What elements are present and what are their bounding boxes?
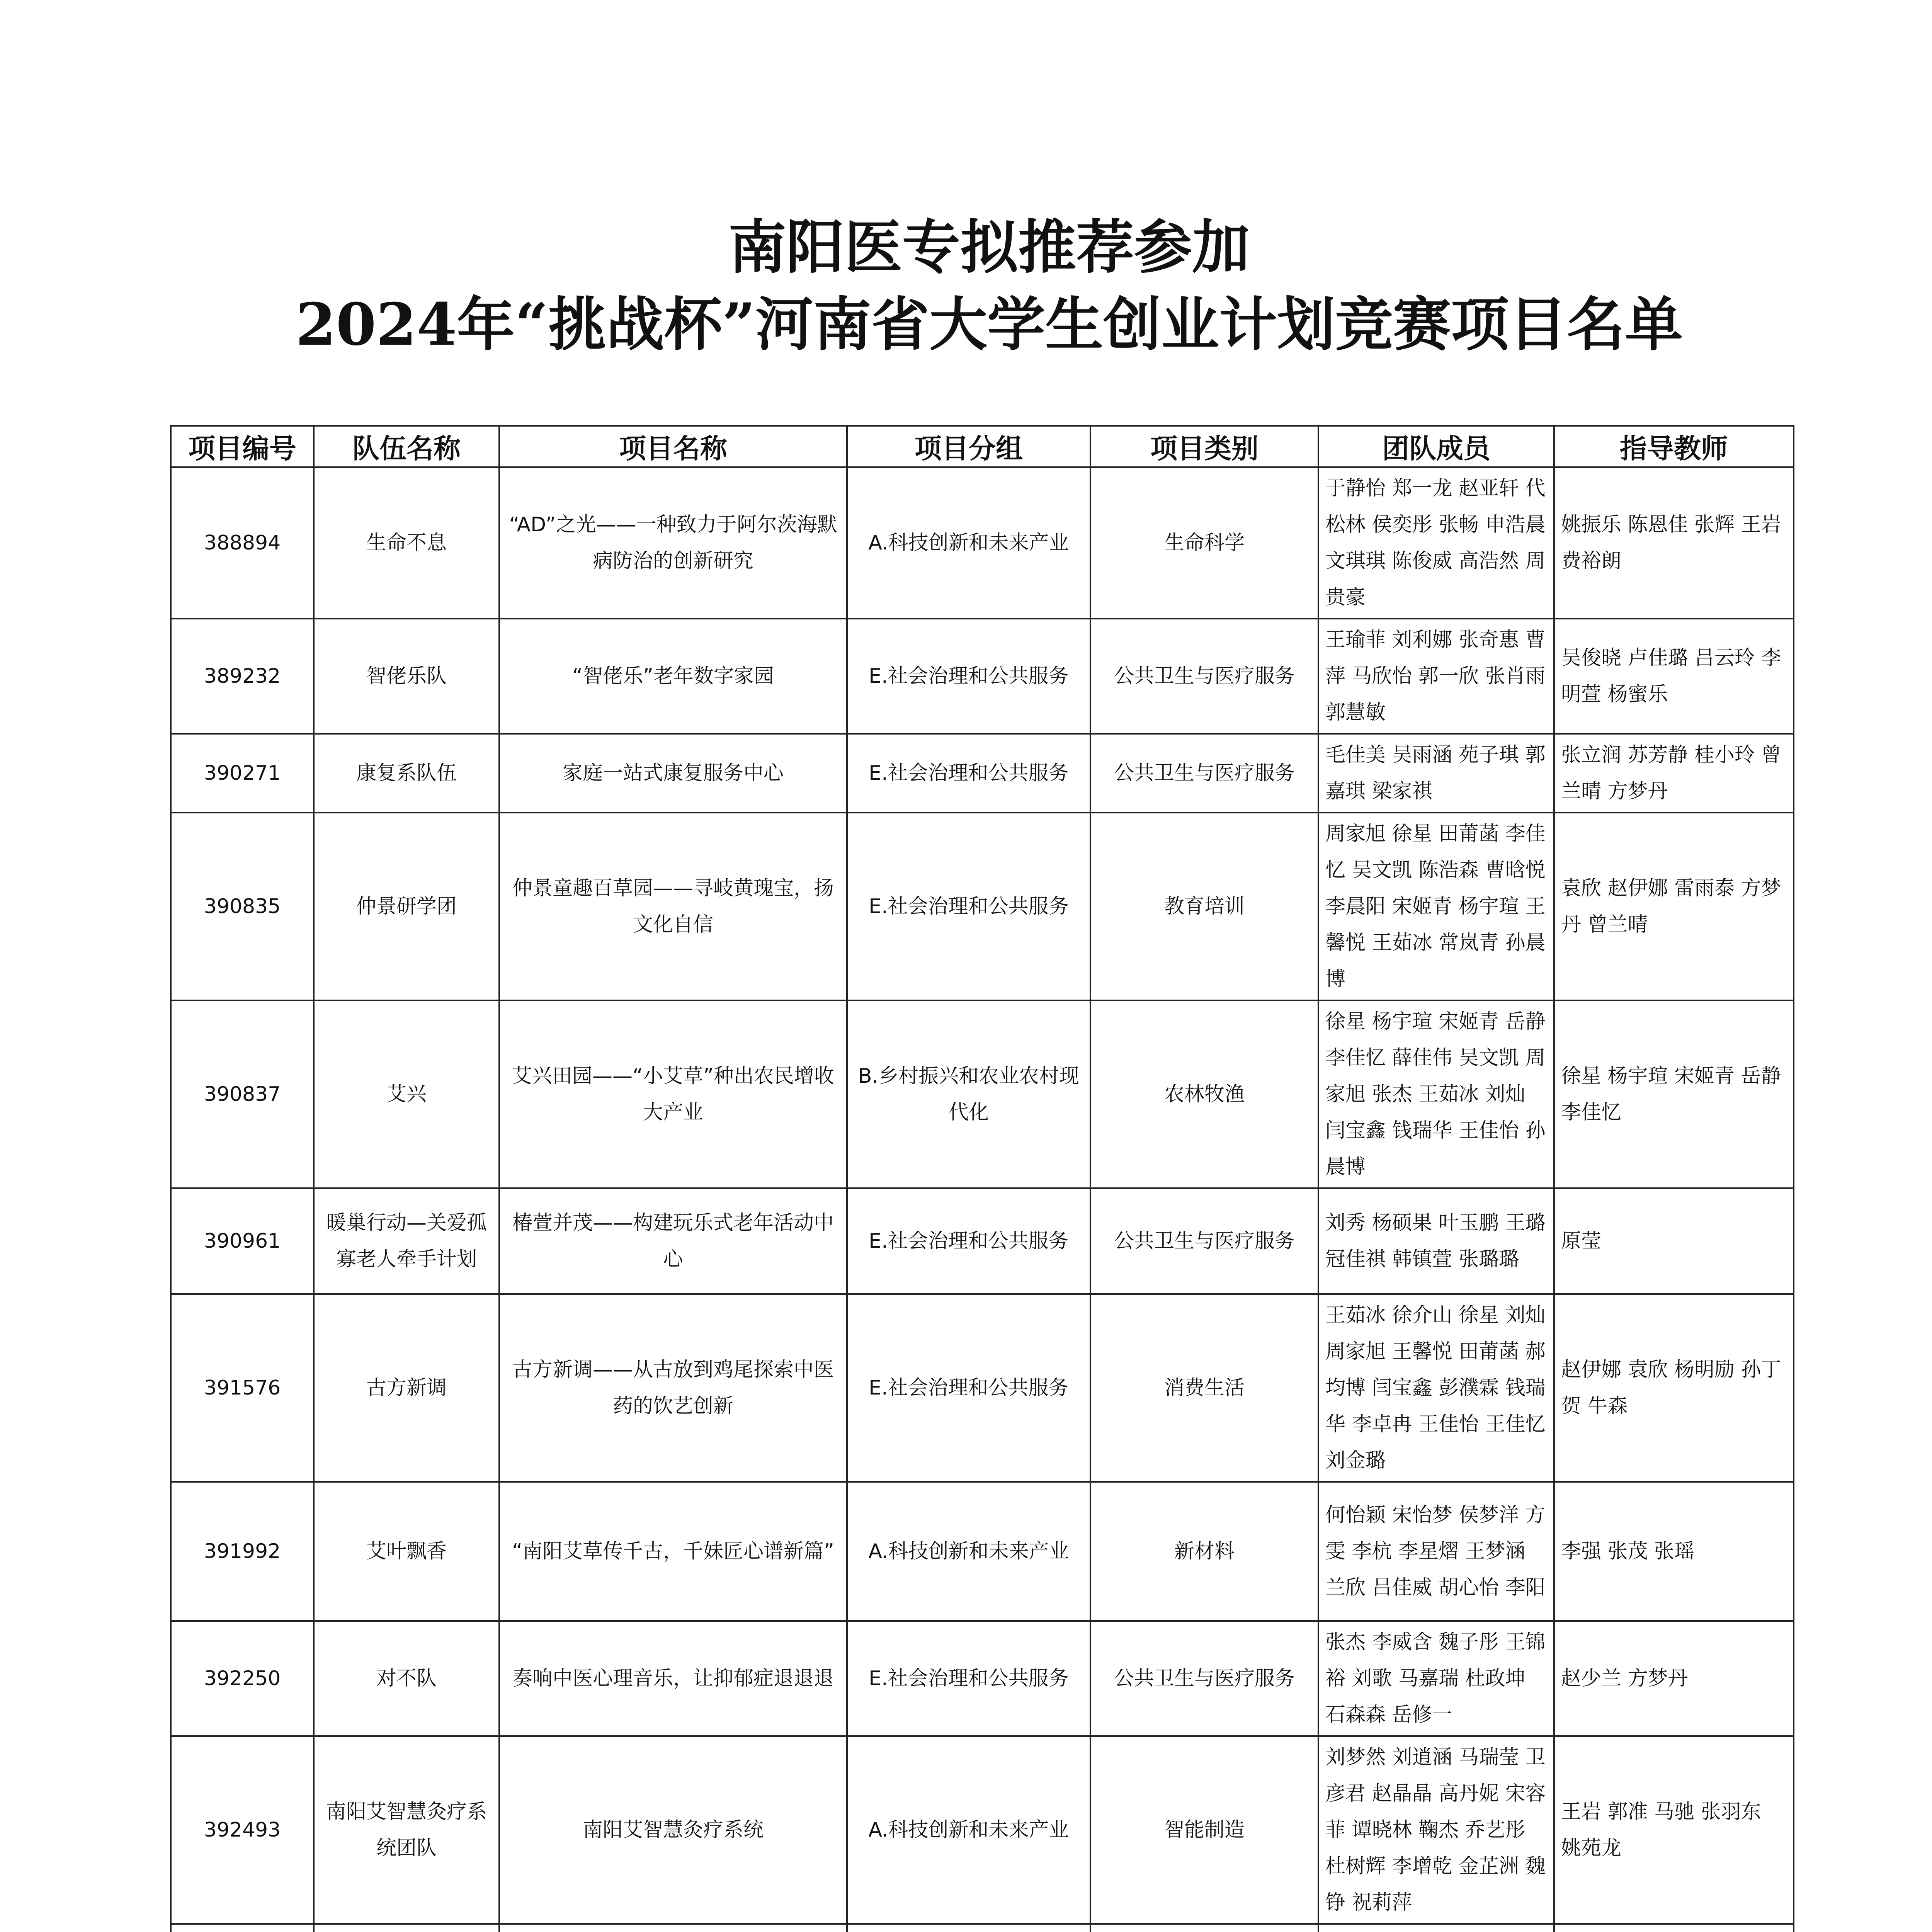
cell-project-group: A.科技创新和未来产业	[847, 467, 1090, 619]
cell-project-name: “南阳艾草传千古，千妹匠心谱新篇”	[499, 1482, 847, 1621]
cell-advisors: 赵少兰 方梦丹	[1554, 1621, 1794, 1736]
table-header-row	[171, 426, 1794, 467]
column-header-group: 项目分组	[847, 426, 1090, 467]
cell-project-group: B.乡村振兴和农业农村现代化	[847, 1000, 1090, 1188]
cell-project-id: 391992	[171, 1482, 314, 1621]
table-row	[171, 467, 1794, 619]
table-row	[171, 734, 1794, 813]
column-header-project: 项目名称	[499, 426, 847, 467]
cell-advisors: 袁欣 赵伊娜 雷雨泰 方梦丹 曾兰晴	[1554, 813, 1794, 1000]
cell-team-name: 古方新调	[314, 1294, 499, 1482]
cell-project-id: 388894	[171, 467, 314, 619]
cell-advisors: 王岩 郭准 马驰 张羽东 姚苑龙	[1554, 1736, 1794, 1924]
cell-team-members: 于静怡 郑一龙 赵亚轩 代松林 侯奕彤 张畅 申浩晨 文琪琪 陈俊威 高浩然 周贵豪	[1318, 467, 1554, 619]
table-row	[171, 619, 1794, 734]
cell-project-name: 仲景童趣百草园——寻岐黄瑰宝，扬文化自信	[499, 813, 847, 1000]
cell-project-id	[171, 1924, 314, 1932]
cell-advisors: 原莹	[1554, 1188, 1794, 1294]
cell-team-members	[1318, 1924, 1554, 1932]
cell-project-group	[847, 1924, 1090, 1932]
cell-team-members: 周家旭 徐星 田莆菡 李佳忆 吴文凯 陈浩森 曹晗悦 李晨阳 宋姬青 杨宇瑄 王馨悦 王茹冰 常岚青 孙晨博	[1318, 813, 1554, 1000]
cell-project-id: 392250	[171, 1621, 314, 1736]
table-row	[171, 1482, 1794, 1621]
page-title	[0, 209, 1932, 363]
cell-team-members: 刘梦然 刘逍涵 马瑞莹 卫彦君 赵晶晶 高丹妮 宋容菲 谭晓林 鞠杰 乔艺彤 杜树辉 李增乾 金芷洲 魏铮 祝莉萍	[1318, 1736, 1554, 1924]
cell-project-name: 奏响中医心理音乐，让抑郁症退退退	[499, 1621, 847, 1736]
cell-team-name: 智佬乐队	[314, 619, 499, 734]
cell-project-id: 389232	[171, 619, 314, 734]
cell-advisors: 赵伊娜 袁欣 杨明励 孙丁贺 牛森	[1554, 1294, 1794, 1482]
cell-project-category: 新材料	[1090, 1482, 1318, 1621]
cell-project-category: 农林牧渔	[1090, 1000, 1318, 1188]
column-header-category: 项目类别	[1090, 426, 1318, 467]
cell-project-category	[1090, 1924, 1318, 1932]
cell-project-category: 公共卫生与医疗服务	[1090, 619, 1318, 734]
cell-project-id: 391576	[171, 1294, 314, 1482]
cell-advisors	[1554, 1924, 1794, 1932]
cell-project-id: 390837	[171, 1000, 314, 1188]
column-header-team: 队伍名称	[314, 426, 499, 467]
cell-project-id: 390271	[171, 734, 314, 813]
column-header-id: 项目编号	[171, 426, 314, 467]
cell-project-id: 392493	[171, 1736, 314, 1924]
cell-project-category: 智能制造	[1090, 1736, 1318, 1924]
cell-project-name: 椿萱并茂——构建玩乐式老年活动中心	[499, 1188, 847, 1294]
table-row	[171, 1924, 1794, 1932]
cell-project-id: 390961	[171, 1188, 314, 1294]
cell-project-group: E.社会治理和公共服务	[847, 813, 1090, 1000]
table-body	[171, 467, 1794, 1932]
cell-advisors: 吴俊晓 卢佳璐 吕云玲 李明萱 杨蜜乐	[1554, 619, 1794, 734]
cell-team-name	[314, 1924, 499, 1932]
column-header-advisors: 指导教师	[1554, 426, 1794, 467]
cell-project-group: E.社会治理和公共服务	[847, 619, 1090, 734]
cell-project-group: E.社会治理和公共服务	[847, 1621, 1090, 1736]
cell-project-id: 390835	[171, 813, 314, 1000]
cell-team-name: 艾兴	[314, 1000, 499, 1188]
cell-team-name: 仲景研学团	[314, 813, 499, 1000]
cell-team-members: 毛佳美 吴雨涵 苑子琪 郭嘉琪 梁家祺	[1318, 734, 1554, 813]
cell-team-name: 暖巢行动—关爱孤寡老人牵手计划	[314, 1188, 499, 1294]
cell-team-members: 王茹冰 徐介山 徐星 刘灿 周家旭 王馨悦 田莆菡 郝均博 闫宝鑫 彭濮霖 钱瑞华 李卓冉 王佳怡 王佳忆 刘金璐	[1318, 1294, 1554, 1482]
table-row	[171, 1294, 1794, 1482]
cell-team-members: 何怡颖 宋怡梦 侯梦洋 方雯 李杭 李星熠 王梦涵 兰欣 吕佳威 胡心怡 李阳	[1318, 1482, 1554, 1621]
cell-project-group: E.社会治理和公共服务	[847, 734, 1090, 813]
table-row	[171, 1621, 1794, 1736]
cell-team-members: 刘秀 杨硕果 叶玉鹏 王璐 冠佳祺 韩镇萱 张璐璐	[1318, 1188, 1554, 1294]
cell-team-members: 徐星 杨宇瑄 宋姬青 岳静 李佳忆 薛佳伟 吴文凯 周家旭 张杰 王茹冰 刘灿 闫宝鑫 钱瑞华 王佳怡 孙晨博	[1318, 1000, 1554, 1188]
cell-advisors: 张立润 苏芳静 桂小玲 曾兰晴 方梦丹	[1554, 734, 1794, 813]
cell-project-category: 消费生活	[1090, 1294, 1318, 1482]
cell-team-name: 康复系队伍	[314, 734, 499, 813]
cell-project-category: 公共卫生与医疗服务	[1090, 1621, 1318, 1736]
cell-advisors: 姚振乐 陈恩佳 张辉 王岩 费裕朗	[1554, 467, 1794, 619]
cell-advisors: 李强 张茂 张瑶	[1554, 1482, 1794, 1621]
cell-project-category: 生命科学	[1090, 467, 1318, 619]
cell-project-name	[499, 1924, 847, 1932]
cell-team-members: 张杰 李威含 魏子彤 王锦裕 刘歌 马嘉瑞 杜政坤 石森森 岳修一	[1318, 1621, 1554, 1736]
cell-project-name: “智佬乐”老年数字家园	[499, 619, 847, 734]
cell-team-name: 对不队	[314, 1621, 499, 1736]
table-row	[171, 1188, 1794, 1294]
table-row	[171, 1736, 1794, 1924]
table-row	[171, 813, 1794, 1000]
cell-project-group: A.科技创新和未来产业	[847, 1736, 1090, 1924]
project-table	[170, 425, 1794, 1932]
column-header-members: 团队成员	[1318, 426, 1554, 467]
cell-team-name: 艾叶飘香	[314, 1482, 499, 1621]
cell-team-members: 王瑜菲 刘利娜 张奇惠 曹萍 马欣怡 郭一欣 张肖雨 郭慧敏	[1318, 619, 1554, 734]
title-line-1: 南阳医专拟推荐参加	[728, 213, 1250, 281]
cell-advisors: 徐星 杨宇瑄 宋姬青 岳静 李佳忆	[1554, 1000, 1794, 1188]
cell-project-category: 公共卫生与医疗服务	[1090, 1188, 1318, 1294]
cell-team-name: 生命不息	[314, 467, 499, 619]
cell-project-group: E.社会治理和公共服务	[847, 1188, 1090, 1294]
cell-team-name: 南阳艾智慧灸疗系统团队	[314, 1736, 499, 1924]
cell-project-name: 南阳艾智慧灸疗系统	[499, 1736, 847, 1924]
cell-project-group: E.社会治理和公共服务	[847, 1294, 1090, 1482]
cell-project-category: 公共卫生与医疗服务	[1090, 734, 1318, 813]
table-row	[171, 1000, 1794, 1188]
cell-project-category: 教育培训	[1090, 813, 1318, 1000]
cell-project-name: “AD”之光——一种致力于阿尔茨海默病防治的创新研究	[499, 467, 847, 619]
cell-project-name: 古方新调——从古放到鸡尾探索中医药的饮艺创新	[499, 1294, 847, 1482]
cell-project-name: 家庭一站式康复服务中心	[499, 734, 847, 813]
cell-project-group: A.科技创新和未来产业	[847, 1482, 1090, 1621]
cell-project-name: 艾兴田园——“小艾草”种出农民增收大产业	[499, 1000, 847, 1188]
title-line-2: 2024年“挑战杯”河南省大学生创业计划竞赛项目名单	[295, 291, 1683, 359]
